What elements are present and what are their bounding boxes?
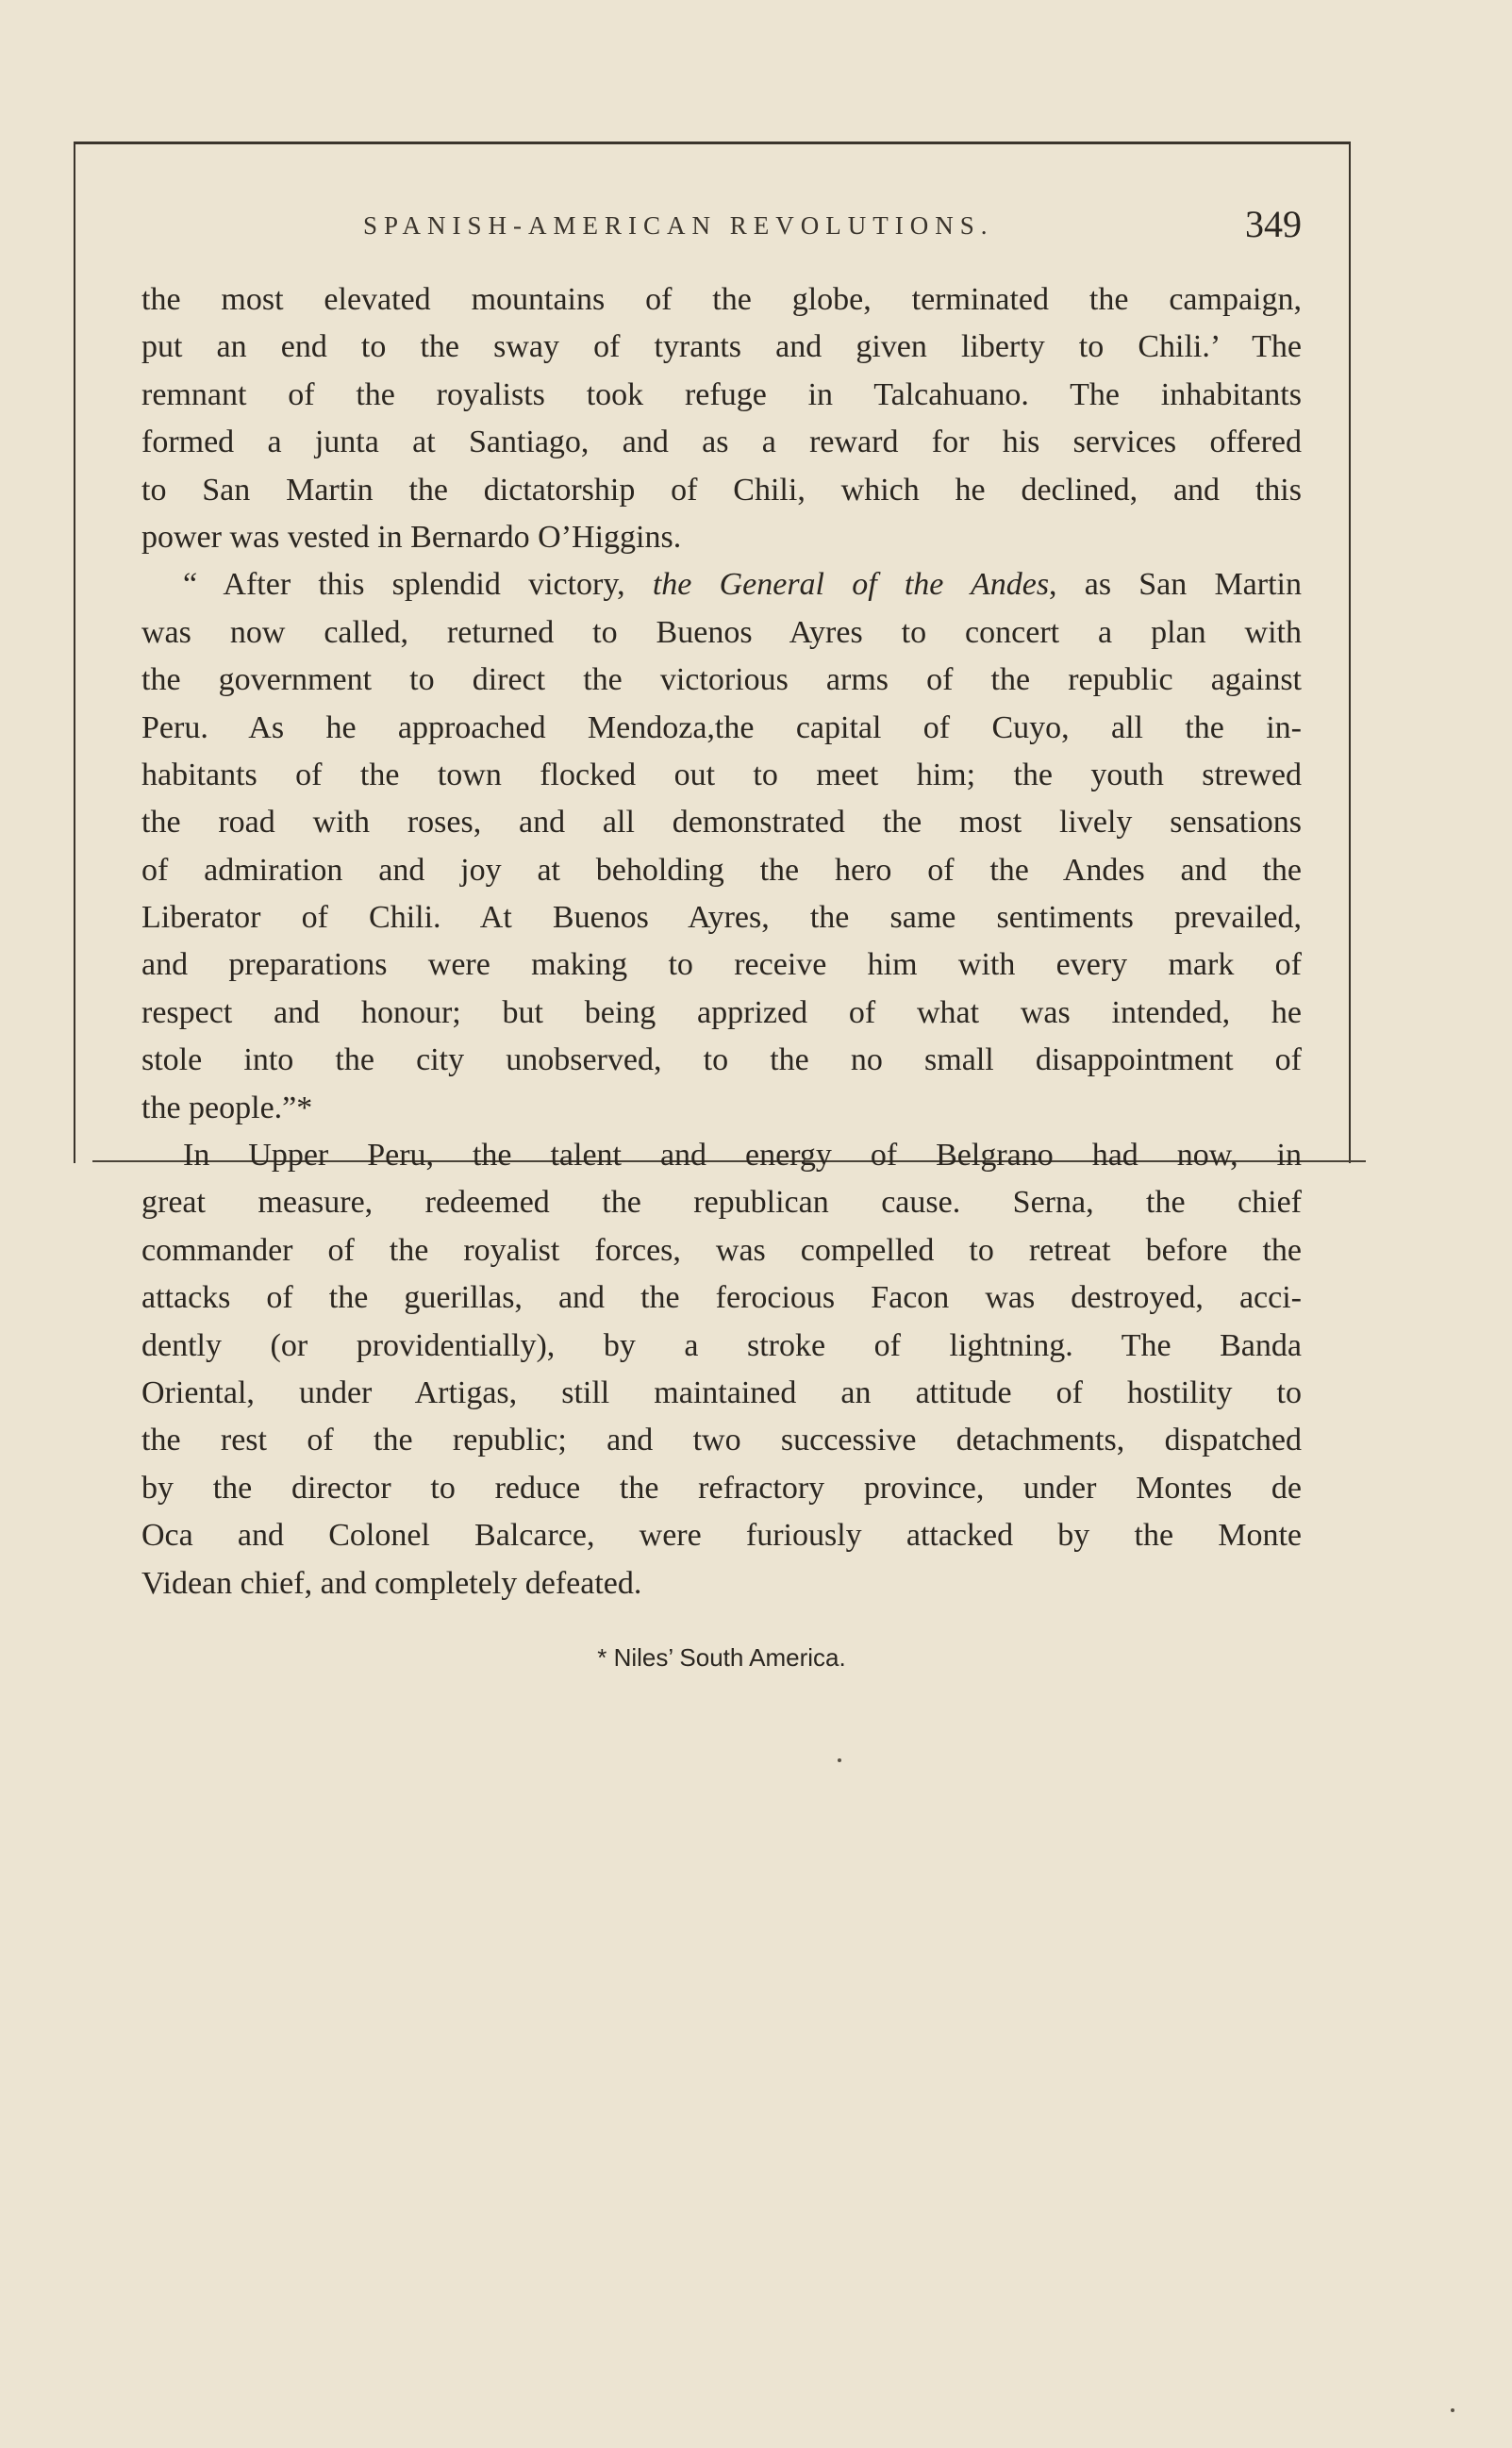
footnote: * Niles’ South America. <box>597 1643 846 1672</box>
text-line: to San Martin the dictatorship of Chili, which he declined, and this <box>141 472 1302 508</box>
text-line: dently (or providentially), by a stroke of lightning. The Banda <box>141 1327 1302 1363</box>
italic-title: the General of the Andes <box>652 567 1050 603</box>
text-line: remnant of the royalists took refuge in Talcahuano. The inhabitants <box>141 376 1302 412</box>
text-line: Liberator of Chili. At Buenos Ayres, the same sentiments prevailed, <box>141 900 1302 936</box>
text-line: Oriental, under Artigas, still maintained an attitude of hostility to <box>141 1374 1302 1410</box>
text-line: the government to direct the victorious arms of the republic against <box>141 662 1302 698</box>
text-line: respect and honour; but being apprized of what was intended, he <box>141 994 1302 1030</box>
text-line: formed a junta at Santiago, and as a reward for his services offered <box>141 425 1302 460</box>
text-line: Videan chief, and completely defeated. <box>141 1565 642 1601</box>
text-line: stole into the city unobserved, to the no small disappointment of <box>141 1042 1302 1078</box>
paper-speck <box>838 1758 841 1762</box>
running-title: SPANISH-AMERICAN REVOLUTIONS. <box>363 211 994 240</box>
text-run: , as San Martin <box>1049 567 1302 603</box>
text-line: habitants of the town flocked out to meet him; the youth strewed <box>141 757 1302 792</box>
text-line: In Upper Peru, the talent and energy of Belgrano had now, in <box>183 1138 1302 1174</box>
text-line: Peru. As he approached Mendoza,the capital of Cuyo, all the in- <box>141 709 1302 745</box>
text-line: the most elevated mountains of the globe, terminated the campaign, <box>141 282 1302 317</box>
text-line: Oca and Colonel Balcarce, were furiously attacked by the Monte <box>141 1518 1302 1554</box>
body-text <box>141 276 1302 1607</box>
text-line: was now called, returned to Buenos Ayres to concert a plan with <box>141 614 1302 650</box>
paper-speck <box>1451 2408 1454 2412</box>
text-line: the people.”* <box>141 1090 313 1125</box>
text-line: the rest of the republic; and two successive detachments, dispatched <box>141 1423 1302 1458</box>
text-line: put an end to the sway of tyrants and given liberty to Chili.’ The <box>141 329 1302 365</box>
text-line: the road with roses, and all demonstrated the most lively sensations <box>141 805 1302 841</box>
text-line: attacks of the guerillas, and the ferocious Facon was destroyed, acci- <box>141 1280 1302 1316</box>
text-line: commander of the royalist forces, was compelled to retreat before the <box>141 1232 1302 1268</box>
text-line: by the director to reduce the refractory province, under Montes de <box>141 1470 1302 1506</box>
text-line: of admiration and joy at beholding the hero of the Andes and the <box>141 852 1302 888</box>
text-line: power was vested in Bernardo O’Higgins. <box>141 519 682 555</box>
text-line: great measure, redeemed the republican cause. Serna, the chief <box>141 1185 1302 1221</box>
text-run: “ After this splendid victory, <box>183 567 653 603</box>
running-head <box>141 198 1302 255</box>
page-number: 349 <box>1245 203 1302 245</box>
text-line: and preparations were making to receive him with every mark of <box>141 947 1302 983</box>
text-line-italic-title <box>141 561 1302 608</box>
